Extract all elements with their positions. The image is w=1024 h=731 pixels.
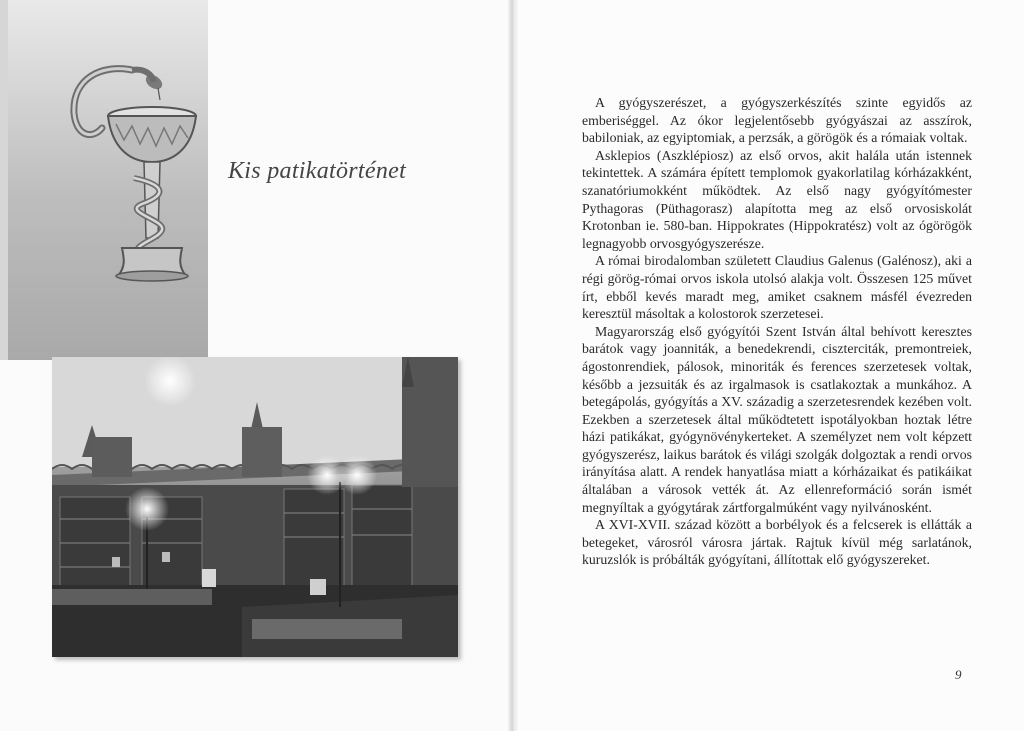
body-text [582, 94, 972, 569]
right-page [512, 0, 1024, 731]
paragraph: A gyógyszerészet, a gyógyszerkészítés szinte egyidős az emberiséggel. Az ókor legjelentősebb gyógyászai az asszírok, babiloniak, az egyiptomiak, a perzsák, a görögök és a rómaiak voltak. [582, 95, 972, 146]
page-number: 9 [955, 667, 962, 682]
historic-pharmacy-interior-photo [52, 357, 458, 657]
book-gutter [508, 0, 518, 731]
paragraph: Magyarország első gyógyítói Szent István által behívott keresztes barátok vagy joanniták, a benedekrendi, ciszterciták, premontreiek, ágostonrendiek, pálosok, minoriták és ferences szerzetesek voltak, később a jezsuiták és az irgalmasok is csatlakoztak a munkához. A betegápolás, gyógyítás a XV. századig a szerzetesrendek kezében volt. Ezekben a szerzetesek által működtetett ispotályokban hoztak létre házi patikákat, gyógynövénykerteket. A személyzet nem volt képzett gyógyszerész, laikus barátok és világi szolgák dolgoztak a rendi orvos irányítása alatt. A rendek hanyatlása miatt a kórházaikat és patikáikat általában a városok vették át. Az ellenreformáció során ismét megnyíltak a gyógytárak zártforgalmúként vagy nyilvánosként. [582, 323, 972, 515]
paragraph: Asklepios (Aszklépiosz) az első orvos, akit halála után istennek tekintettek. A számára épített templomok gyakorlatilag kórházakként, szanatóriumokként működtek. Az első nagy gyógyítómester Pythagoras (Püthagorasz) alapította meg az első orvosiskolát Krotonban ie. 580-ban. Hippokrates (Hippokratész) volt az ógörögök legnagyobb orvosgyógyszerésze. [582, 147, 972, 251]
chapter-title: Kis patikatörténet [228, 158, 407, 184]
paragraph: A római birodalomban született Claudius Galenus (Galénosz), aki a régi görög-római orvos iskola utolsó alakja volt. Összesen 125 művet írt, ebből kevés maradt meg, amiket csaknem másfél évezreden keresztül másoltak a kolostorok szerzetesei. [582, 253, 972, 322]
paragraph: A XVI-XVII. század között a borbélyok és a felcserek is ellátták a betegeket, városról városra jártak. Rajtuk kívül még sarlatánok, kuruzslók is próbálták gyógyítani, állítottak elő gyógyszereket. [582, 517, 972, 568]
bowl-of-hygieia-icon [62, 58, 202, 288]
